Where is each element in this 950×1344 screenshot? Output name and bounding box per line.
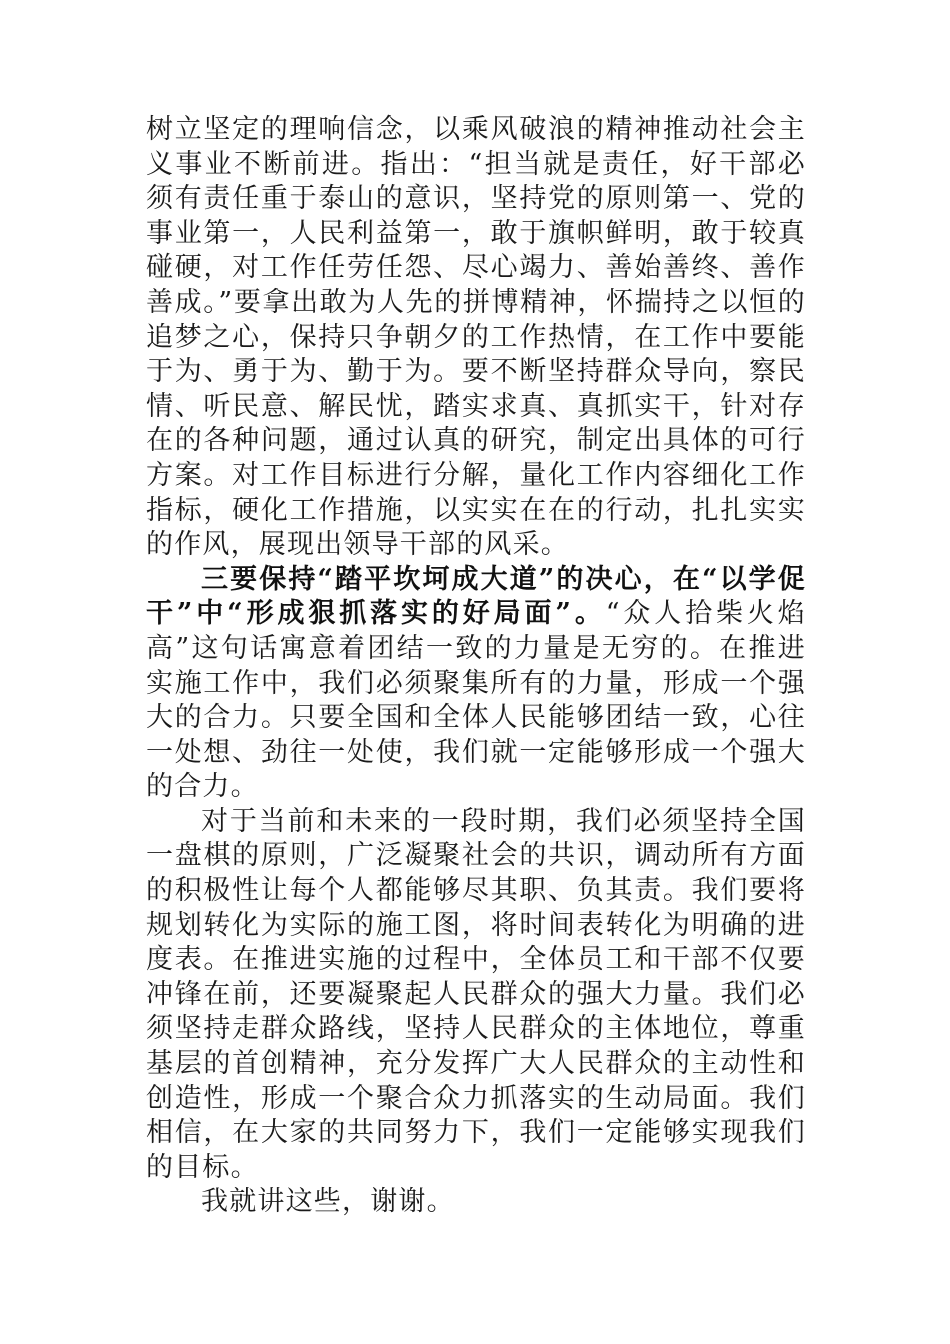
section-body: “众人拾柴火焰高”这句话寓意着团结一致的力量是无穷的。在推进实施工作中，我们必须聚集所有的力量，形成一个强大的合力。只要全国和全体人民能够团结一致，心往一处想、劲往一处使，我们就一定能够形成一个强大的合力。 (146, 598, 806, 803)
closing-remark: 我就讲这些，谢谢。 (201, 1186, 455, 1218)
section-heading: 三要保持“踏平坎坷成大道”的决心，在“以学促干”中“形成狠抓落实的好局面”。 (146, 563, 806, 630)
paragraph-section-three (146, 563, 806, 805)
document-body (146, 113, 806, 1220)
paragraph-body: 对于当前和未来的一段时期，我们必须坚持全国一盘棋的原则，广泛凝聚社会的共识，调动所有方面的积极性让每个人都能够尽其职、负其责。我们要将规划转化为实际的施工图，将时间表转化为明确的进度表。在推进实施的过程中，全体员工和干部不仅要冲锋在前，还要凝聚起人民群众的强大力量。我们必须坚持走群众路线，坚持人民群众的主体地位，尊重基层的首创精神，充分发挥广大人民群众的主动性和创造性，形成一个聚合众力抓落实的生动局面。我们相信，在大家的共同努力下，我们一定能够实现我们的目标。 (146, 805, 806, 1183)
paragraph-continuation: 树立坚定的理响信念，以乘风破浪的精神推动社会主义事业不断前进。指出：“担当就是责任，好干部必须有责任重于泰山的意识，坚持党的原则第一、党的事业第一，人民利益第一，敢于旗帜鲜明，敢于较真碰硬，对工作任劳任怨、尽心竭力、善始善终、善作善成。”要拿出敢为人先的拼博精神，怀揣持之以恒的追梦之心，保持只争朝夕的工作热情，在工作中要能于为、勇于为、勤于为。要不断坚持群众导向，察民情、听民意、解民忧，踏实求真、真抓实干，针对存在的各种问题，通过认真的研究，制定出具体的可行方案。对工作目标进行分解，量化工作内容细化工作指标，硬化工作措施，以实实在在的行动，扎扎实实的作风，展现出领导干部的风采。 (146, 114, 806, 561)
